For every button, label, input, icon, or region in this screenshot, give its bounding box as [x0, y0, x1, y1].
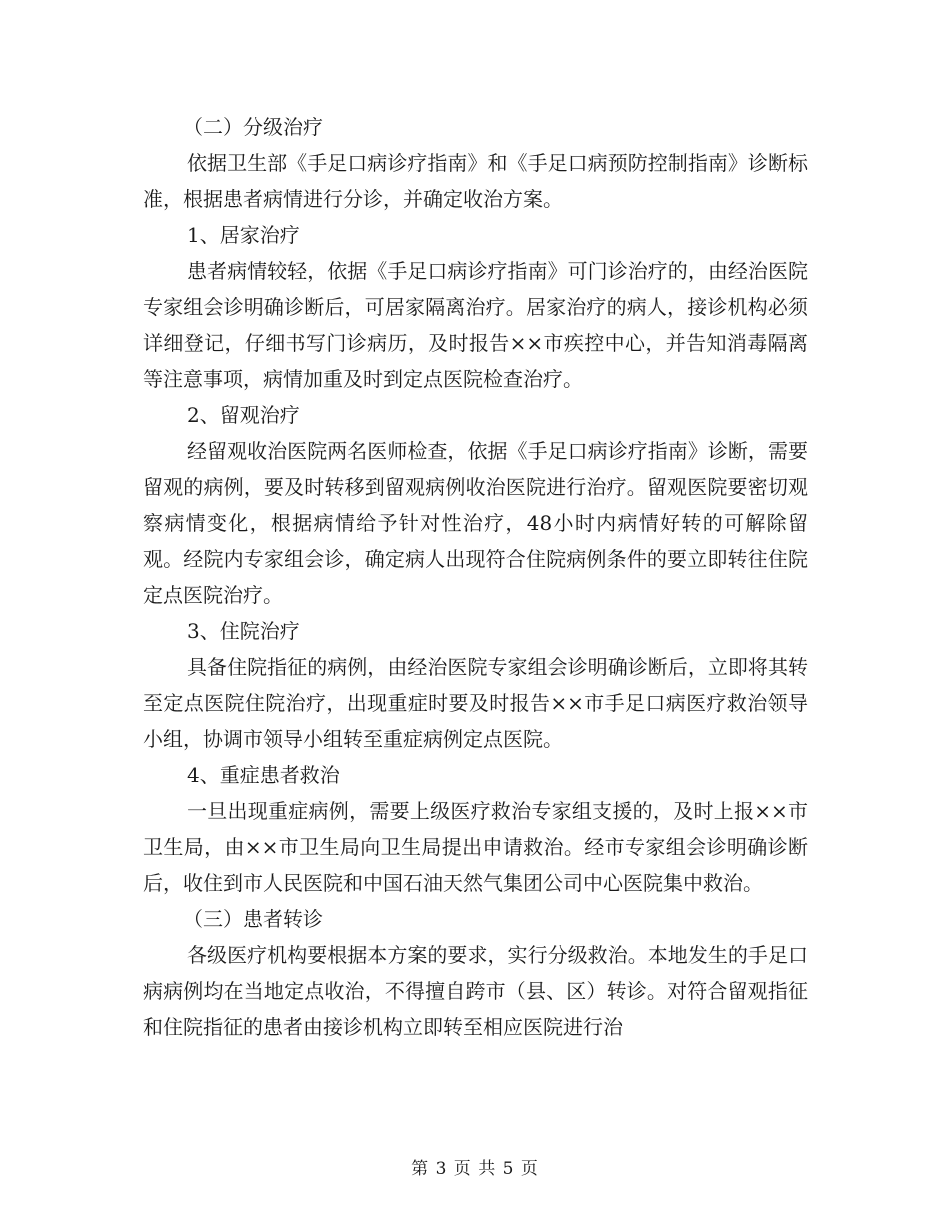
- paragraph-home-treatment: 患者病情较轻，依据《手足口病诊疗指南》可门诊治疗的，由经治医院专家组会诊明确诊断后，可居家隔离治疗。居家治疗的病人，接诊机构必须详细登记，仔细书写门诊病历，及时报告××市疾控中心，并告知消毒隔离等注意事项，病情加重及时到定点医院检查治疗。: [143, 259, 808, 391]
- subheading-home-treatment: 1、居家治疗: [187, 223, 300, 247]
- document-body: [143, 109, 808, 1045]
- section-heading-patient-referral: （三）患者转诊: [183, 907, 323, 931]
- subheading-severe-case-treatment: 4、重症患者救治: [187, 763, 340, 787]
- paragraph-grading-basis: 依据卫生部《手足口病诊疗指南》和《手足口病预防控制指南》诊断标准，根据患者病情进行分诊，并确定收治方案。: [143, 151, 808, 211]
- paragraph-severe-case-treatment: 一旦出现重症病例，需要上级医疗救治专家组支援的，及时上报××市卫生局，由××市卫生局向卫生局提出申请救治。经市专家组会诊明确诊断后，收住到市人民医院和中国石油天然气集团公司中心医院集中救治。: [143, 799, 808, 895]
- subheading-inpatient-treatment: 3、住院治疗: [187, 619, 300, 643]
- paragraph-observation-treatment: 经留观收治医院两名医师检查，依据《手足口病诊疗指南》诊断，需要留观的病例，要及时转移到留观病例收治医院进行治疗。留观医院要密切观察病情变化，根据病情给予针对性治疗，48小时内病情好转的可解除留观。经院内专家组会诊，确定病人出现符合住院病例条件的要立即转往住院定点医院治疗。: [143, 439, 808, 607]
- paragraph-patient-referral: 各级医疗机构要根据本方案的要求，实行分级救治。本地发生的手足口病病例均在当地定点收治，不得擅自跨市（县、区）转诊。对符合留观指征和住院指征的患者由接诊机构立即转至相应医院进行治: [143, 943, 808, 1039]
- subheading-observation-treatment: 2、留观治疗: [187, 403, 300, 427]
- section-heading-grading-treatment: （二）分级治疗: [183, 115, 323, 139]
- page-number-footer: 第 3 页 共 5 页: [411, 1159, 539, 1179]
- paragraph-inpatient-treatment: 具备住院指征的病例，由经治医院专家组会诊明确诊断后，立即将其转至定点医院住院治疗，出现重症时要及时报告××市手足口病医疗救治领导小组，协调市领导小组转至重症病例定点医院。: [143, 655, 808, 751]
